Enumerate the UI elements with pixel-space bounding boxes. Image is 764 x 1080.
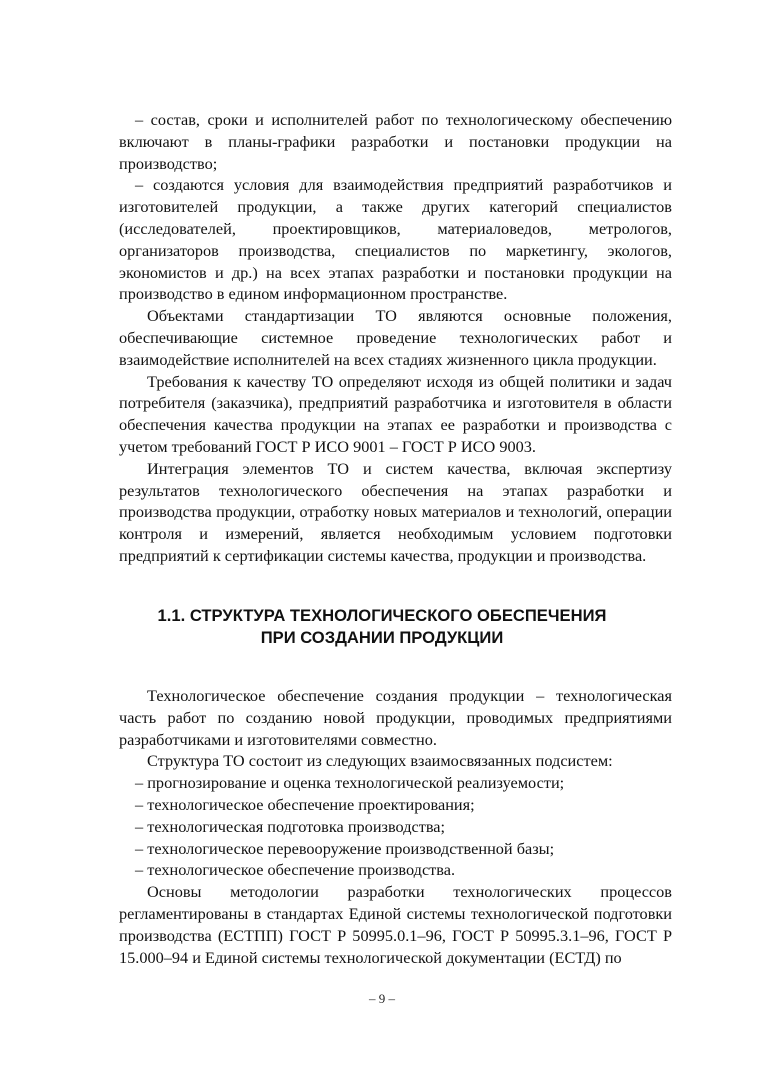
list-item: – технологическая подготовка производства; bbox=[135, 816, 446, 836]
paragraph-dash-2: – создаются условия для взаимодействия предприятий разработчиков и изготовителей продукции, а также других категорий специалистов (исследователей, проектировщиков, материаловедов, метрологов, организаторов производства, специалистов по маркетингу, экологов, экономистов и др.) на всех этапах разработки и постановки продукции на производство в едином информационном пространстве. bbox=[119, 175, 672, 304]
paragraph-intro: Технологическое обеспечение создания продукции – технологическая часть работ по созданию новой продукции, проводимых предприятиями разработчиками и изготовителями совместно. bbox=[119, 686, 672, 749]
list-item: – прогнозирование и оценка технологической реализуемости; bbox=[135, 773, 565, 793]
paragraph-integration: Интеграция элементов ТО и систем качества, включая экспертизу результатов технологического обеспечения на этапах разработки и производства продукции, отработку новых материалов и технологий, операции контроля и измерений, является необходимым условием подготовки предприятий к сертификации системы качества, продукции и производства. bbox=[119, 458, 672, 565]
paragraph-dash-1: – состав, сроки и исполнителей работ по технологическому обеспечению включают в планы-графики разработки и постановки продукции на производство; bbox=[119, 110, 672, 173]
section-heading bbox=[100, 605, 664, 649]
list-item: – технологическое обеспечение производства. bbox=[135, 860, 456, 880]
page-number: – 9 – bbox=[369, 991, 395, 1006]
section-heading-line-1: 1.1. СТРУКТУРА ТЕХНОЛОГИЧЕСКОГО ОБЕСПЕЧЕНИЯ bbox=[157, 606, 607, 625]
body-text-bottom bbox=[119, 685, 672, 968]
list-item: – технологическое перевооружение производственной базы; bbox=[135, 838, 555, 858]
paragraph-objects: Объектами стандартизации ТО являются основные положения, обеспечивающие системное проведение технологических работ и взаимодействие исполнителей на всех стадиях жизненного цикла продукции. bbox=[119, 306, 672, 369]
list-item: – технологическое обеспечение проектирования; bbox=[135, 794, 475, 814]
body-text-top bbox=[119, 109, 672, 567]
paragraph-requirements: Требования к качеству ТО определяют исходя из общей политики и задач потребителя (заказчика), предприятий разработчика и изготовителя в области обеспечения качества продукции на этапах ее разработки и производства с учетом требований ГОСТ Р ИСО 9001 – ГОСТ Р ИСО 9003. bbox=[119, 371, 672, 456]
section-heading-line-2: ПРИ СОЗДАНИИ ПРОДУКЦИИ bbox=[260, 628, 504, 647]
paragraph-structure: Структура ТО состоит из следующих взаимосвязанных подсистем: bbox=[147, 751, 613, 771]
paragraph-basis: Основы методологии разработки технологических процессов регламентированы в стандартах Единой системы технологической подготовки производства (ЕСТПП) ГОСТ Р 50995.0.1–96, ГОСТ Р 50995.3.1–96, ГОСТ Р 15.000–94 и Единой системы технологической документации (ЕСТД) по bbox=[119, 882, 672, 967]
